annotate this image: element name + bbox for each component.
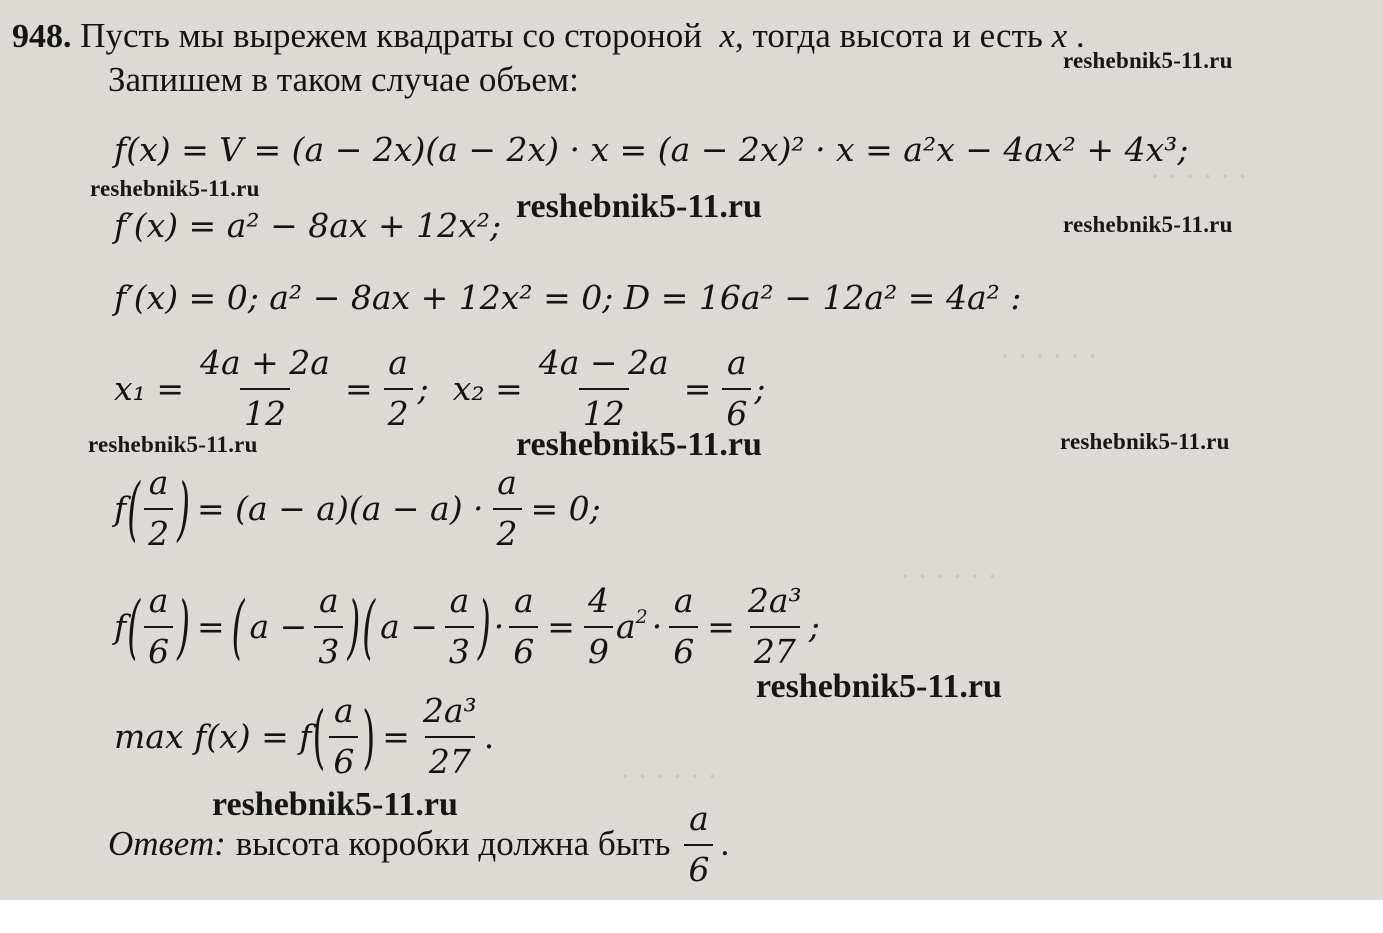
argument-fraction <box>144 463 173 553</box>
equation-max <box>114 690 494 782</box>
bleed-through-text: · · · · · · <box>900 560 998 593</box>
numerator: a <box>334 691 354 730</box>
numerator: a <box>148 581 169 620</box>
term: $a^2$ <box>615 605 648 646</box>
dot-operator: · <box>493 606 505 646</box>
problem-number: 948. <box>12 18 72 55</box>
right-paren: ) <box>177 585 190 667</box>
x1-fraction <box>196 343 334 433</box>
denominator: 6 <box>669 626 698 671</box>
fraction <box>314 581 343 671</box>
bleed-through-text: · · · · · · <box>1000 340 1098 373</box>
function-f: f <box>114 488 127 528</box>
denominator: 27 <box>750 626 800 671</box>
fraction <box>669 581 698 671</box>
denominator: 3 <box>445 626 474 671</box>
dot-operator: · <box>651 606 663 646</box>
x2-fraction <box>535 343 673 433</box>
answer-line <box>108 800 729 888</box>
denominator: 2 <box>493 508 522 553</box>
watermark: reshebnik5-11.ru <box>88 432 258 457</box>
equals-sign: = <box>707 606 735 646</box>
separator: ; <box>417 368 429 408</box>
numerator: a <box>497 463 517 502</box>
equation-discriminant: f′(x) = 0; a² − 8ax + 12x² = 0; D = 16a² − 12a² = 4a² : <box>114 278 1022 317</box>
equation-volume: f(x) = V = (a − 2x)(a − 2x) · x = (a − 2x)² · x = a²x − 4ax² + 4x³; <box>114 130 1189 169</box>
right-paren: ) <box>477 585 491 667</box>
period: . <box>1075 16 1085 55</box>
equation-f-a-over-6 <box>114 580 820 672</box>
term: a − <box>380 606 438 646</box>
period: . <box>720 824 730 863</box>
watermark: reshebnik5-11.ru <box>516 188 762 225</box>
numerator: a <box>388 343 408 382</box>
bleed-through-text: · · · · · · <box>1150 160 1248 193</box>
denominator: 6 <box>722 388 751 433</box>
denominator: 6 <box>329 736 358 781</box>
numerator: a <box>673 581 694 620</box>
denominator: 12 <box>579 388 629 433</box>
left-paren: ( <box>312 695 326 777</box>
equation-roots <box>114 343 766 433</box>
denominator: 3 <box>314 626 343 671</box>
watermark: reshebnik5-11.ru <box>212 786 458 823</box>
x2-label: x₂ = <box>452 368 523 408</box>
denominator: 6 <box>684 844 713 889</box>
numerator: a <box>727 343 747 382</box>
numerator: 4a + 2a <box>199 343 330 382</box>
numerator: 2a³ <box>422 691 477 730</box>
answer-fraction <box>684 799 713 889</box>
denominator: 6 <box>144 626 173 671</box>
numerator: 4a − 2a <box>538 343 669 382</box>
equals-sign: = <box>683 368 712 408</box>
var-x: x <box>1051 16 1068 55</box>
denominator: 9 <box>584 626 613 671</box>
equation-f-a-over-2 <box>114 462 601 554</box>
problem-line-2: Запишем в таком случае объем: <box>108 60 579 99</box>
watermark: reshebnik5-11.ru <box>1060 429 1230 454</box>
numerator: a <box>318 581 339 620</box>
equals-sign: = <box>344 368 373 408</box>
equation-derivative: f′(x) = a² − 8ax + 12x²; <box>114 206 502 245</box>
problem-text: Пусть мы вырежем квадраты со стороной <box>80 16 702 55</box>
watermark: reshebnik5-11.ru <box>1063 212 1233 237</box>
fraction <box>584 581 613 671</box>
expression: = (a − a)(a − a) · <box>196 488 484 528</box>
equals-sign: = <box>382 716 410 756</box>
x1-label: x₁ = <box>114 368 184 408</box>
denominator: 12 <box>240 388 290 433</box>
left-paren: ( <box>127 585 141 667</box>
variable-a: a <box>615 606 636 646</box>
var-x: x <box>719 16 735 55</box>
equals-sign: = <box>196 606 225 646</box>
answer-text: высота коробки должна быть <box>235 824 671 863</box>
argument-fraction <box>144 581 173 671</box>
numerator: 2a³ <box>747 581 802 620</box>
watermark: reshebnik5-11.ru <box>756 668 1002 705</box>
answer-label: Ответ: <box>108 824 226 863</box>
x2-result <box>722 343 751 433</box>
watermark: reshebnik5-11.ru <box>1063 48 1233 73</box>
right-paren: ) <box>347 585 361 667</box>
numerator: a <box>148 463 169 502</box>
numerator: a <box>449 581 470 620</box>
term: a − <box>249 606 308 646</box>
left-paren: ( <box>127 467 141 549</box>
denominator: 27 <box>425 736 475 781</box>
left-paren: ( <box>362 585 376 667</box>
period: . <box>483 716 495 756</box>
numerator: 4 <box>587 581 609 620</box>
denominator: 6 <box>509 626 538 671</box>
equals-sign: = <box>547 606 575 646</box>
x1-result <box>384 343 413 433</box>
watermark: reshebnik5-11.ru <box>516 426 762 463</box>
fraction <box>509 581 538 671</box>
argument-fraction <box>329 691 358 781</box>
numerator: a <box>513 581 534 620</box>
separator: ; <box>754 368 766 408</box>
denominator: 2 <box>384 388 413 433</box>
left-paren: ( <box>231 585 245 667</box>
separator: ; <box>808 606 820 646</box>
max-expression: max f(x) = f <box>114 716 312 756</box>
denominator: 2 <box>144 508 173 553</box>
numerator: a <box>689 799 709 838</box>
problem-text: , тогда высота и есть <box>734 16 1043 55</box>
result-fraction <box>744 581 806 671</box>
fraction <box>445 581 474 671</box>
right-paren: ) <box>177 467 190 549</box>
result-fraction <box>419 691 481 781</box>
function-f: f <box>114 606 127 646</box>
watermark: reshebnik5-11.ru <box>90 176 260 201</box>
problem-line-1 <box>12 16 1085 56</box>
bleed-through-text: · · · · · · <box>620 760 718 793</box>
right-paren: ) <box>362 695 376 777</box>
multiplier-fraction <box>493 463 522 553</box>
result: = 0; <box>530 488 601 528</box>
